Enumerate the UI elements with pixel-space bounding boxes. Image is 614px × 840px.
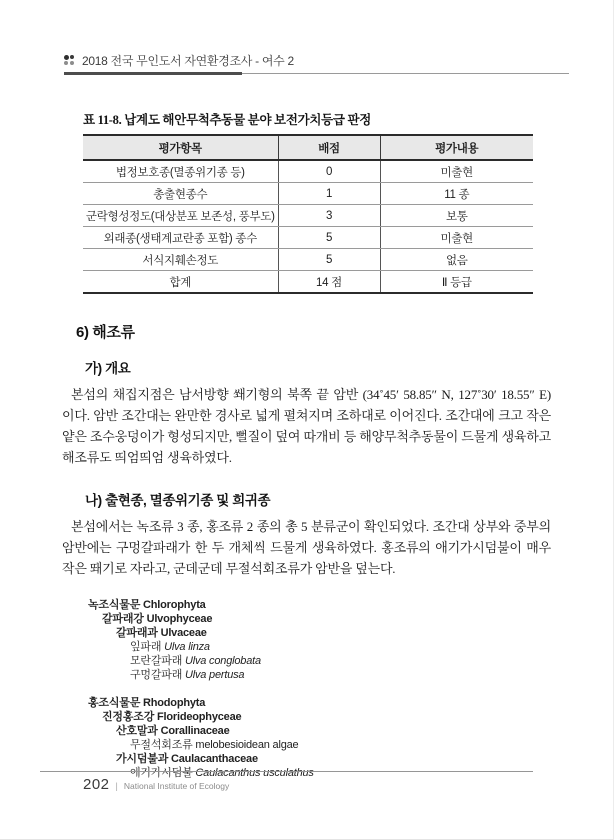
korean-name: 홍조식물문 xyxy=(88,697,141,709)
table-caption: 표 11-8. 납계도 해안무척추동물 분야 보전가치등급 판정 xyxy=(83,113,372,127)
latin-name: Ulva conglobata xyxy=(185,655,261,667)
table-row xyxy=(83,205,533,227)
latin-name: Chlorophyta xyxy=(143,599,206,611)
latin-name: Caulacanthaceae xyxy=(171,753,258,765)
table-header xyxy=(83,135,533,160)
column-header: 배점 xyxy=(278,135,380,160)
overview-paragraph: 본섬의 채집지점은 남서방향 쐐기형의 북쪽 끝 암반 (34˚45′ 58.85″ N, 127˚30′ 18.55″ E)이다. 암반 조간대는 완만한 경사로 넓게 펼쳐지며 조하대로 이어진다. 조간대에 크고 작은 얕은 조수웅덩이가 형성되지만, 뻘질이 덮여 따개비 등 해양무척추동물이 드물게 생육하고 해조류도 띄엄띄엄 생육하였다. xyxy=(62,387,551,465)
korean-name: 갈파래강 xyxy=(102,613,144,625)
taxon-line xyxy=(88,696,551,710)
table-cell: 서식지훼손정도 xyxy=(83,249,278,271)
taxon-line xyxy=(102,612,551,626)
species-line xyxy=(130,640,551,654)
table-cell: 1 xyxy=(278,183,380,205)
latin-name: Ulvaceae xyxy=(160,627,207,639)
latin-name: Corallinaceae xyxy=(160,725,230,737)
table-cell: 외래종(생태계교란종 포함) 종수 xyxy=(83,227,278,249)
table-cell: Ⅱ 등급 xyxy=(380,271,533,294)
taxon-line xyxy=(102,710,551,724)
table-header-row xyxy=(83,135,533,160)
taxon-line xyxy=(116,724,551,738)
column-header: 평가내용 xyxy=(380,135,533,160)
species-paragraph: 본섬에서는 녹조류 3 종, 홍조류 2 종의 총 5 분류군이 확인되었다. 조간대 상부와 중부의 암반에는 구멍갈파래가 한 두 개체씩 드물게 생육하였다. 홍조류의 애기가시덤불이 매우 작은 뙈기로 자라고, 군데군데 무절석회조류가 암반을 덮는다. xyxy=(62,519,551,576)
table-cell: 총출현종수 xyxy=(83,183,278,205)
table-cell: 미출현 xyxy=(380,227,533,249)
korean-name: 무절석회조류 xyxy=(130,739,193,751)
latin-name: Ulva linza xyxy=(164,641,210,653)
taxon-line xyxy=(116,752,551,766)
korean-name: 애기가시덤불 xyxy=(130,767,193,779)
korean-name: 잎파래 xyxy=(130,641,162,653)
korean-name: 산호말과 xyxy=(116,725,158,737)
korean-name: 갈파래과 xyxy=(116,627,158,639)
evaluation-table xyxy=(83,134,533,294)
header-rule-accent xyxy=(64,72,242,75)
species-line xyxy=(130,654,551,668)
korean-name: 모란갈파래 xyxy=(130,655,183,667)
species-list-gap xyxy=(88,682,551,696)
table-cell: 군락형성정도(대상분포 보존성, 풍부도) xyxy=(83,205,278,227)
footer-separator: | xyxy=(115,781,118,791)
species-list xyxy=(88,598,551,780)
table-cell: 합계 xyxy=(83,271,278,294)
footer-text xyxy=(83,776,533,793)
page-footer xyxy=(40,771,533,793)
latin-name: melobesioidean algae xyxy=(195,739,299,751)
table-cell: 없음 xyxy=(380,249,533,271)
subsection-heading-species: 나) 출현종, 멸종위기종 및 희귀종 xyxy=(85,493,271,508)
korean-name: 녹조식물문 xyxy=(88,599,141,611)
korean-name: 구멍갈파래 xyxy=(130,669,183,681)
dots-grid-icon xyxy=(64,55,75,66)
latin-name: Caulacanthus usculathus xyxy=(195,767,314,779)
table-row xyxy=(83,160,533,183)
table-row xyxy=(83,227,533,249)
table-row xyxy=(83,183,533,205)
table-cell: 14 점 xyxy=(278,271,380,294)
species-line xyxy=(130,668,551,682)
page-content xyxy=(0,110,613,780)
footer-organization: National Institute of Ecology xyxy=(123,781,230,791)
subsection-heading-overview: 가) 개요 xyxy=(85,361,131,376)
taxon-line xyxy=(116,626,551,640)
table-cell: 보통 xyxy=(380,205,533,227)
table-cell: 0 xyxy=(278,160,380,183)
page-number: 202 xyxy=(83,776,110,793)
table-row xyxy=(83,271,533,294)
table-body xyxy=(83,160,533,293)
korean-name: 진정홍조강 xyxy=(102,711,155,723)
header-rule xyxy=(64,73,569,77)
table-cell: 미출현 xyxy=(380,160,533,183)
column-header: 평가항목 xyxy=(83,135,278,160)
latin-name: Rhodophyta xyxy=(143,697,206,709)
table-cell: 5 xyxy=(278,249,380,271)
latin-name: Ulva pertusa xyxy=(185,669,245,681)
table-cell: 3 xyxy=(278,205,380,227)
table-cell: 법정보호종(멸종위기종 등) xyxy=(83,160,278,183)
latin-name: Florideophyceae xyxy=(157,711,242,723)
table-cell: 5 xyxy=(278,227,380,249)
page-header xyxy=(64,52,569,77)
taxon-line xyxy=(88,598,551,612)
running-header xyxy=(64,52,569,73)
table-cell: 11 종 xyxy=(380,183,533,205)
section-heading-seaweed: 6) 해조류 xyxy=(76,324,135,341)
species-line xyxy=(130,738,551,752)
table-row xyxy=(83,249,533,271)
latin-name: Ulvophyceae xyxy=(146,613,213,625)
korean-name: 가시덤불과 xyxy=(116,753,169,765)
running-header-title: 2018 전국 무인도서 자연환경조사 - 여수 2 xyxy=(82,54,294,68)
